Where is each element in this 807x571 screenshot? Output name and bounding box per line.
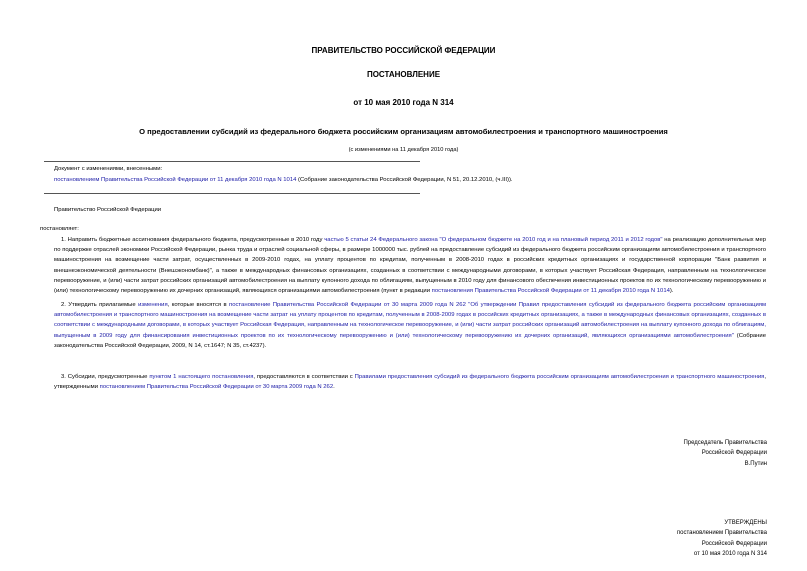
- resolution-262-link-2[interactable]: постановлением Правительства Российской Федерации от 30 марта 2009 года N 262: [99, 384, 334, 391]
- signature-position: Председатель Правительства: [683, 440, 767, 446]
- p3-text-4: .: [333, 384, 335, 391]
- document-type-heading: ПОСТАНОВЛЕНИЕ: [366, 70, 441, 79]
- p2-text-2: , которые вносятся в: [167, 302, 230, 308]
- amendments-label: Документ с изменениями, внесенными:: [54, 166, 163, 172]
- amendments-line: [54, 177, 513, 184]
- p1-amendment-link[interactable]: постановления Правительства Российской Федерации от 11 декабря 2010 года N 1014: [431, 288, 670, 295]
- p1-text-2: на реализацию дополнительных мер по поддержке отраслей экономики Российской Федерации, рынка труда и отраслей социальной сферы, в размере 1000000 тыс. рублей на предоставление субсидий из федерального бюджета российским организациям автомобилестроения и транспортного машиностроения на возмещение части затрат, осуществленных в 2009-2010 годах, на уплату процентов по кредитам, полученным в 2008-2010 годах в российских кредитных организациях и государственной корпорации "Банк развития и внешнеэкономической деятельности (Внешэкономбанк)", а также в международных финансовых организациях, созданных в соответствии с международными договорами, в которых участвует Российская Федерация, направленным на технологическое перевооружение, и (или) части затрат российских организаций автомобилестроения на выплату купонного дохода по облигациям, выпущенным в 2010 году для финансового обеспечения инвестиционных проектов по их технологическому перевооружению и (или) технологическому перевооружению их дочерних организаций, являющихся организациями автомобилестроения (пункт в редакции: [54, 237, 766, 295]
- p3-text-3: , утвержденными: [54, 374, 766, 391]
- amendment-link[interactable]: постановлением Правительства Российской Федерации от 11 декабря 2010 года N 1014: [54, 177, 297, 183]
- paragraph-1: [54, 235, 766, 296]
- approval-block: [677, 518, 767, 559]
- approval-title: УТВЕРЖДЕНЫ: [724, 520, 767, 526]
- divider-top: [44, 161, 420, 162]
- p1-text-3: ).: [669, 288, 674, 295]
- approval-by: постановлением Правительства: [676, 530, 767, 537]
- point-1-link[interactable]: пунктом 1 настоящего постановления: [149, 374, 254, 380]
- signature-country: Российской Федерации: [701, 450, 767, 457]
- p2-text-1: 2. Утвердить прилагаемые: [61, 302, 139, 308]
- changes-note: (с изменениями на 11 декабря 2010 года): [348, 147, 459, 153]
- document-date: от 10 мая 2010 года N 314: [353, 98, 454, 107]
- paragraph-3: [54, 372, 766, 392]
- p3-text-1: 3. Субсидии, предусмотренные: [61, 374, 150, 380]
- signature-block: [683, 438, 767, 469]
- p2-text-3: (Собрание законодательства Российской Федерации, 2009, N 14, ст.1647; N 35, ст.4237).: [54, 332, 766, 349]
- p1-text-1: 1. Направить бюджетные ассигнования федерального бюджета, предусмотренные в 2010 году: [61, 237, 325, 243]
- resolution-262-link[interactable]: постановление Правительства Российской Федерации от 30 марта 2009 года N 262 "Об утверждении Правил предоставления субсидий из федерального бюджета российским организациям автомобилестроения и транспортного машиностроения на возмещение части затрат на уплату процентов по кредитам, полученным в 2008-2009 годах в российских кредитных организациях, а также в международных финансовых организациях, созданных в соответствии с международными договорами, в которых участвует Российская Федерация, направленным на технологическое перевооружение, и (или) части затрат российских организаций автомобилестроения на выплату купонного дохода по облигациям, выпущенным в 2009 году для финансирования инвестиционных проектов по их технологическому перевооружению и (или) технологическому перевооружению их дочерних организаций, являющихся организациями автомобилестроения": [54, 302, 767, 339]
- divider-bottom: [44, 193, 420, 194]
- document-title: О предоставлении субсидий из федерального бюджета российским организациям автомобилестроения и транспортного машиностроения: [139, 127, 668, 136]
- resolves-word: постановляет:: [40, 226, 79, 232]
- signature-name: В.Путин: [744, 460, 767, 467]
- subsidy-rules-link[interactable]: Правилами предоставления субсидий из федерального бюджета российским организациям автомобилестроения и транспортного машиностроения: [354, 374, 765, 380]
- federal-law-link[interactable]: частью 5 статьи 24 Федерального закона "О федеральном бюджете на 2010 год и на плановый период 2011 и 2012 годов": [324, 237, 663, 243]
- p3-text-2: , предоставляются в соответствии с: [253, 374, 355, 380]
- issuer: Правительство Российской Федерации: [54, 207, 162, 213]
- amendment-source: (Собрание законодательства Российской Федерации, N 51, 20.12.2010, (ч.III)).: [296, 177, 513, 183]
- paragraph-2: [54, 300, 766, 351]
- government-heading: ПРАВИТЕЛЬСТВО РОССИЙСКОЙ ФЕДЕРАЦИИ: [311, 46, 496, 55]
- approval-country: Российской Федерации: [701, 540, 767, 547]
- approval-date: от 10 мая 2010 года N 314: [693, 550, 767, 557]
- changes-link[interactable]: изменения: [138, 302, 168, 308]
